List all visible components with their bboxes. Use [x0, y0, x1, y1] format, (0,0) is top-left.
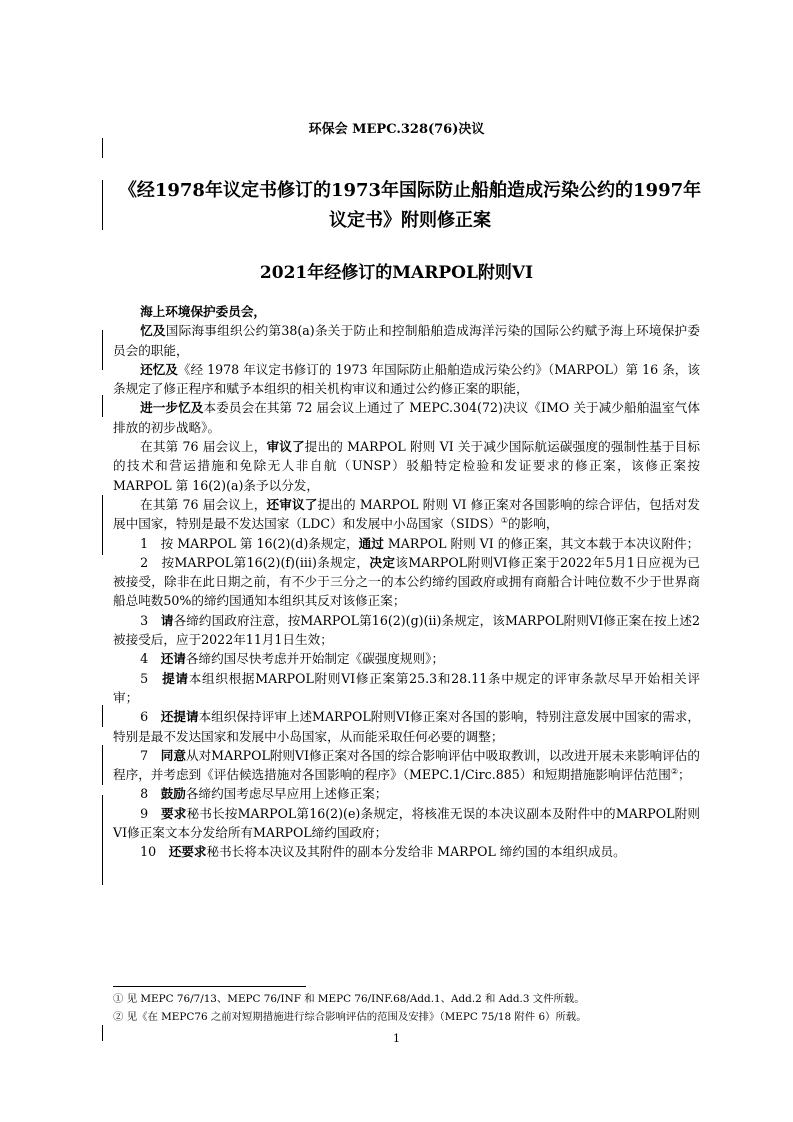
revision-bar	[102, 705, 103, 727]
operative-paragraph: 3 请各缔约国政府注意，按MARPOL第16(2)(g)(ii)条规定，该MARPOL附则VI修正案在按上述2被接受后，应于2022年11月1日生效；	[113, 612, 701, 648]
operative-paragraph: 6 还提请本组织保持评审上述MARPOL附则VI修正案对各国的影响，特别注意发展中国家的需求，特别是最不发达国家和发展中小岛国家，从而能采取任何必要的调整；	[113, 709, 701, 744]
revision-bar	[102, 330, 103, 370]
operative-paragraph: 7 同意从对MARPOL附则VI修正案对各国的综合影响评估中吸取教训，以改进开展未来影响评估的程序，并考虑到《评估候选措施对各国影响的程序》（MEPC.1/Circ.885）和短期措施影响评估范围②；	[113, 747, 701, 783]
revision-bar	[102, 180, 103, 230]
operative-paragraph: 4 还请各缔约国尽快考虑并开始制定《碳强度规则》；	[140, 651, 445, 667]
revision-bar	[102, 745, 103, 785]
operative-paragraph: 5 提请本组织根据MARPOL附则VI修正案第25.3和28.11条中规定的评审条款尽早开始相关评审；	[113, 670, 701, 705]
revision-bar	[102, 795, 103, 885]
footnote: ② 见《在 MEPC76 之前对短期措施进行综合影响评估的范围及安排》（MEPC 75/18 附件 6）所载。	[113, 1011, 587, 1023]
document-subtitle: 2021年经修订的MARPOL附则VI	[259, 263, 534, 283]
page-number: 1	[393, 1032, 400, 1045]
footnotes	[113, 990, 703, 1026]
footnote: ① 见 MEPC 76/7/13、MEPC 76/INF 和 MEPC 76/INF.68/Add.1、Add.2 和 Add.3 文件所载。	[113, 993, 585, 1005]
revision-bar	[102, 395, 103, 417]
preamble-opening: 海上环境保护委员会，	[140, 304, 267, 319]
revision-bar	[102, 138, 103, 158]
preamble-paragraph: 还忆及《经 1978 年议定书修订的 1973 年国际防止船舶造成污染公约》（MARPOL）第 16 条，该条规定了修正程序和赋予本组织的相关机构审议和通过公约修正案的职能，	[113, 361, 701, 397]
revision-bar	[102, 495, 103, 555]
operative-paragraph: 1 按 MARPOL 第 16(2)(d)条规定，通过 MARPOL 附则 VI 的修正案，其文本载于本决议附件；	[140, 535, 700, 551]
preamble-paragraph: 在其第 76 届会议上，审议了提出的 MARPOL 附则 VI 关于减少国际航运碳强度的强制性基于目标的技术和营运措施和免除无人非自航（UNSP）驳船特定检验和发证要求的修正案，该修正案按 MARPOL 第 16(2)(a)条予以分发，	[113, 439, 701, 493]
preamble-paragraph: 在其第 76 届会议上，还审议了提出的 MARPOL 附则 VI 修正案对各国影响的综合评估，包括对发展中国家，特别是最不发达国家（LDC）和发展中小岛国家（SIDS）①的影响，	[113, 496, 701, 532]
operative-paragraph: 9 要求秘书长按MARPOL第16(2)(e)条规定，将核准无误的本决议副本及附件中的MARPOL附则VI修正案文本分发给所有MARPOL缔约国政府；	[113, 805, 700, 841]
resolution-header: 环保会 MEPC.328(76)决议	[308, 122, 485, 137]
operative-paragraph: 8 鼓励各缔约国考虑尽早应用上述修正案；	[140, 786, 388, 802]
operative-paragraph: 2 按MARPOL第16(2)(f)(iii)条规定，决定该MARPOL附则VI修正案于2022年5月1日应视为已被接受，除非在此日期之前，有不少于三分之一的本公约缔约国政府或拥有商船合计吨位数不少于世界商船总吨数50%的缔约国通知本组织其反对该修正案；	[113, 554, 701, 609]
preamble-paragraph: 进一步忆及本委员会在其第 72 届会议上通过了 MEPC.304(72)决议《IMO 关于减少船舶温室气体排放的初步战略》。	[113, 400, 701, 435]
document-title: 《经1978年议定书修订的1973年国际防止船舶造成污染公约的1997年议定书》附则修正案	[118, 180, 702, 231]
operative-paragraph: 10 还要求秘书长将本决议及其附件的副本分发给非 MARPOL 缔约国的本组织成员。	[140, 844, 626, 860]
resolution-body	[113, 302, 700, 862]
footnote-divider	[113, 986, 306, 987]
preamble-paragraph: 忆及国际海事组织公约第38(a)条关于防止和控制船舶造成海洋污染的国际公约赋予海上环境保护委员会的职能，	[113, 323, 700, 358]
